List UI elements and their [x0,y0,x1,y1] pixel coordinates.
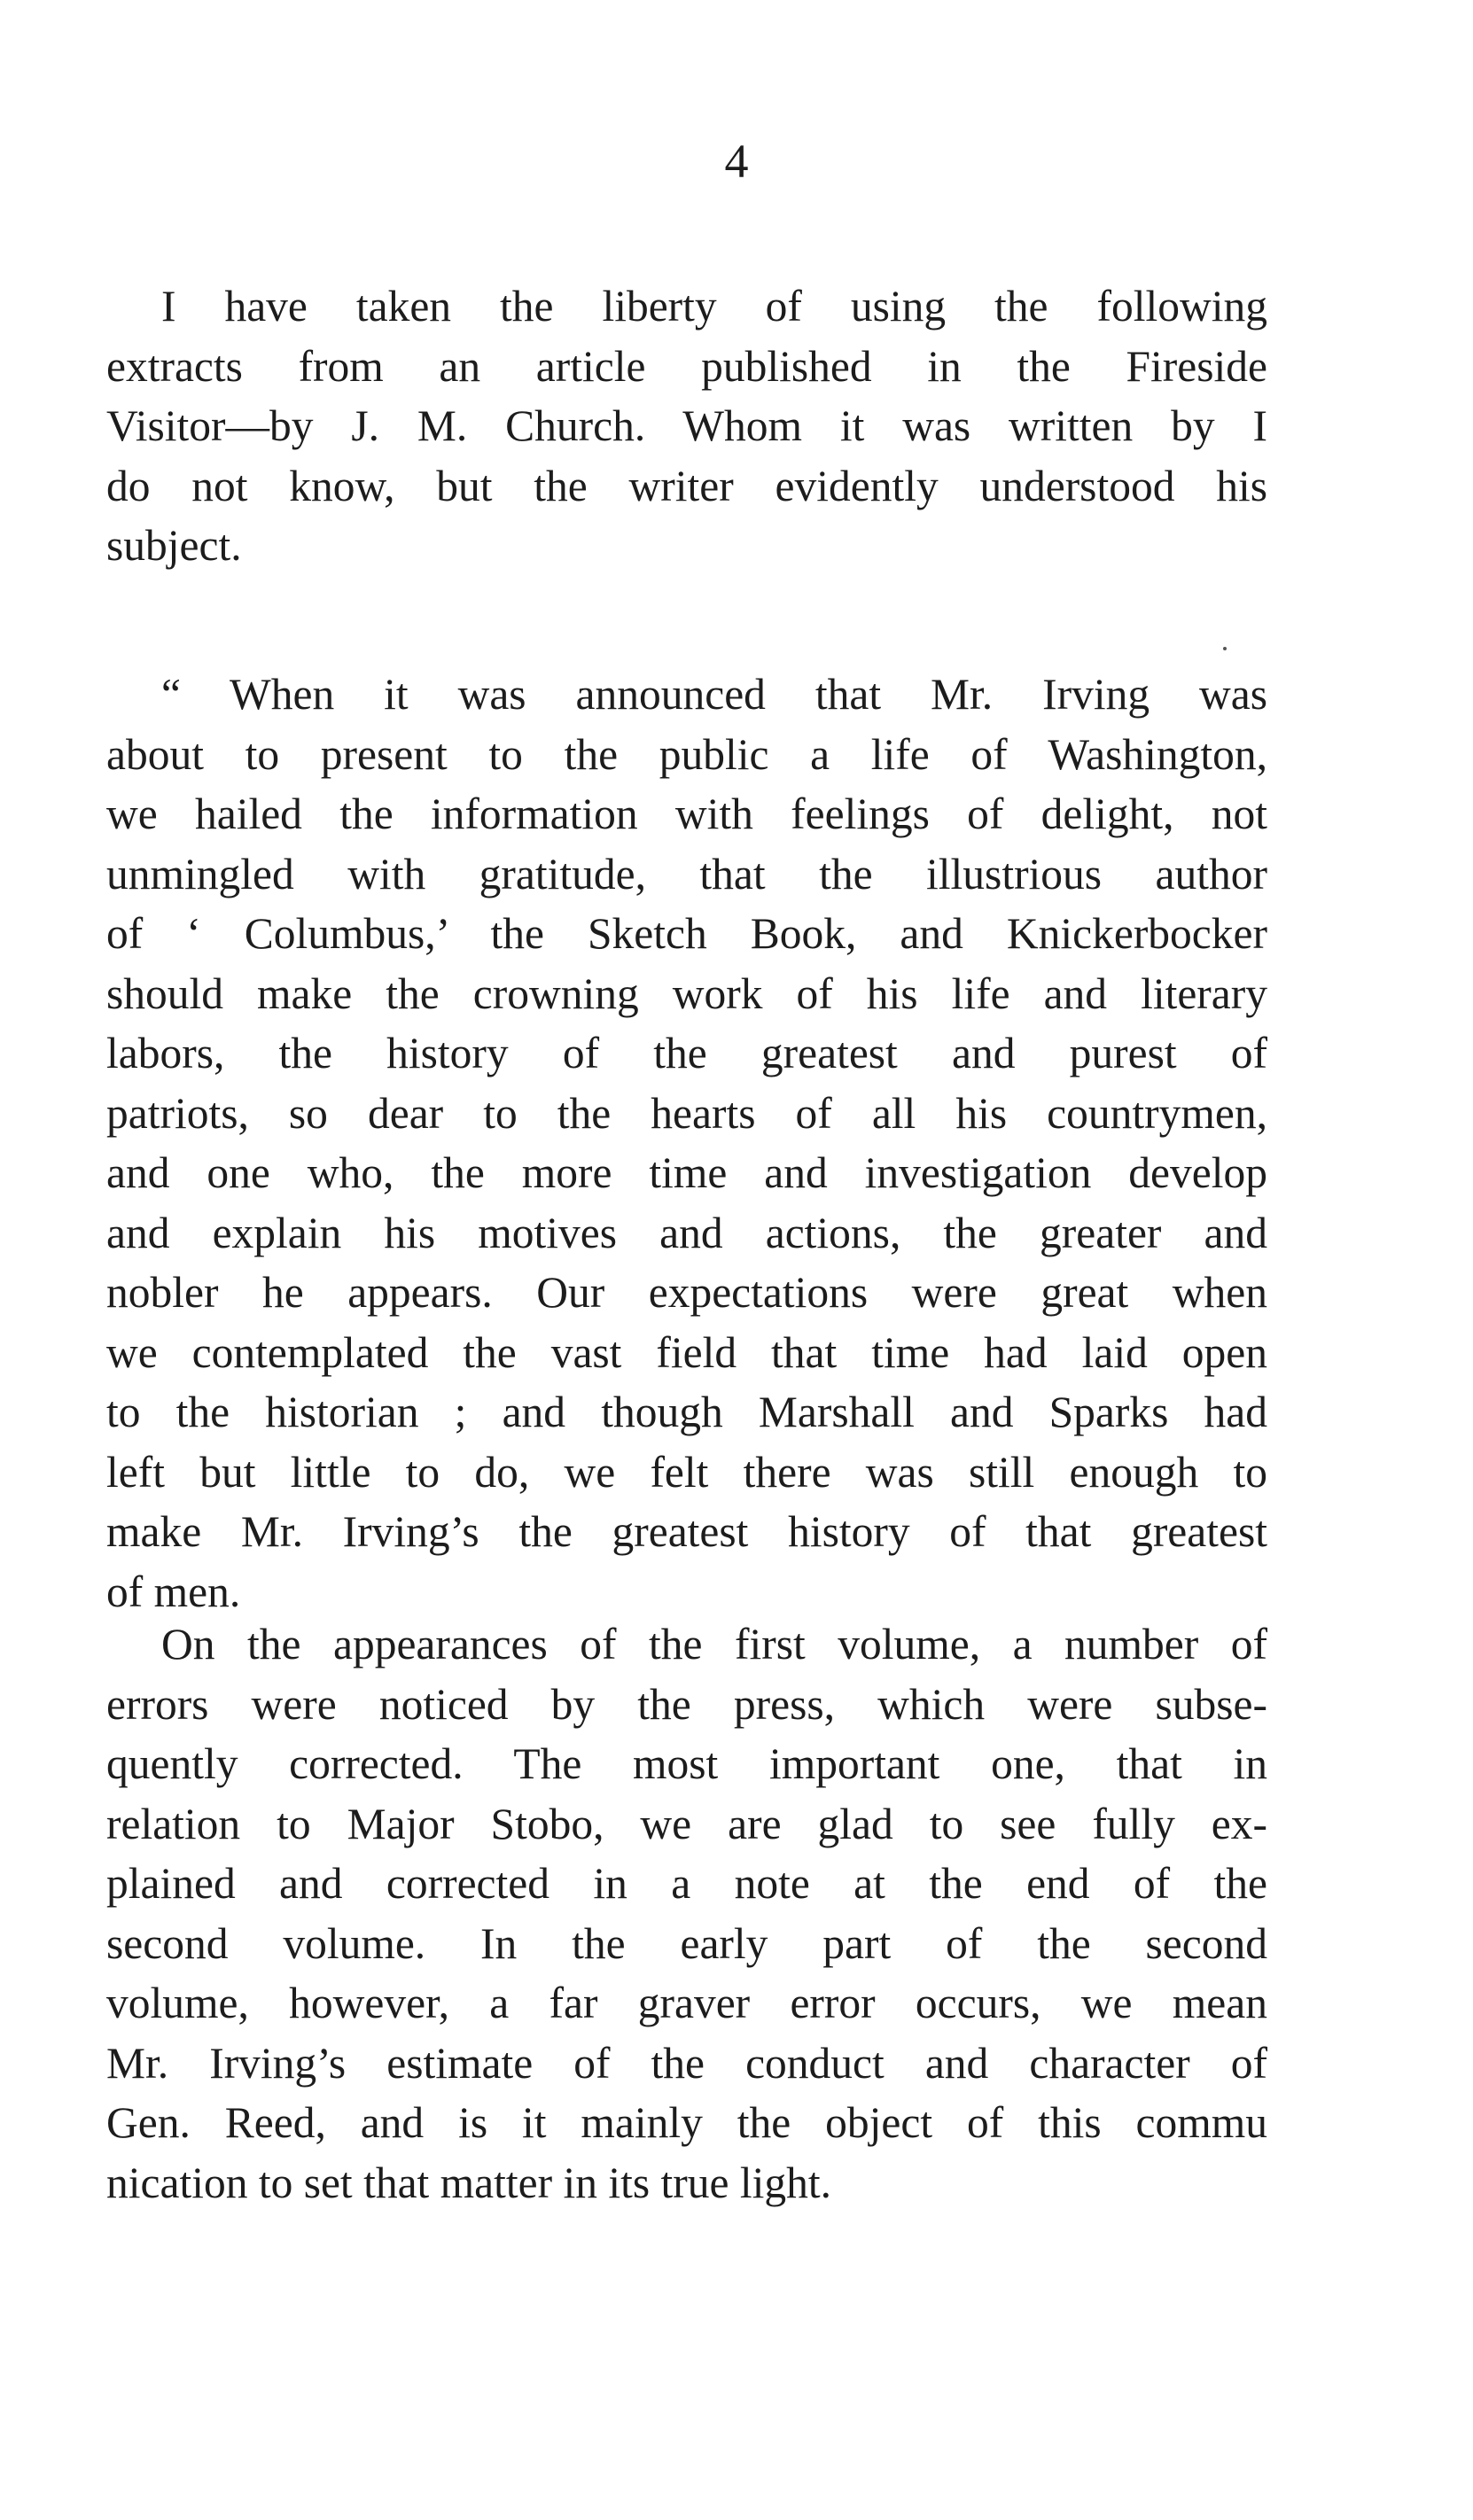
text-line: we contemplated the vast field that time had laid open [106,1327,1267,1377]
text-line: we hailed the information with feelings of delight, not [106,789,1267,838]
text-line: I have taken the liberty of using the following [161,282,1267,331]
text-line: On the appearances of the first volume, a number of [161,1620,1267,1668]
text-line: extracts from an article published in the Fireside [106,341,1267,391]
text-line: Gen. Reed, and is it mainly the object of this commu [106,2098,1267,2147]
quote-paragraph-2 [106,1614,1267,2213]
quote-paragraph-1 [106,665,1267,1622]
text-line: relation to Major Stobo, we are glad to see fully ex- [106,1799,1267,1848]
text-line: about to present to the public a life of Washington, [106,729,1267,779]
text-line: left but little to do, we felt there was still enough to [106,1447,1267,1497]
text-line: unmingled with gratitude, that the illustrious author [106,849,1267,898]
text-line: quently corrected. The most important one, that in [106,1739,1267,1788]
text-line: and one who, the more time and investigation develop [106,1148,1267,1197]
text-line: and explain his motives and actions, the greater and [106,1208,1267,1257]
page-number: 4 [724,135,749,188]
intro-paragraph [106,276,1267,576]
text-line: patriots, so dear to the hearts of all his countrymen, [106,1088,1267,1138]
text-line: Visitor—by J. M. Church. Whom it was written by I [106,401,1267,450]
text-line: “ When it was announced that Mr. Irving was [161,670,1267,719]
text-line: labors, the history of the greatest and purest of [106,1029,1267,1077]
text-line: nobler he appears. Our expectations were great when [106,1268,1267,1317]
text-line: nication to set that matter in its true light. [106,2158,831,2207]
text-line: errors were noticed by the press, which were subse- [106,1679,1267,1729]
text-line: plained and corrected in a note at the end of the [106,1859,1267,1908]
text-line: should make the crowning work of his life and literary [106,968,1267,1018]
text-line: of ‘ Columbus,’ the Sketch Book, and Knickerbocker [106,909,1267,958]
text-line: volume, however, a far graver error occurs, we mean [106,1979,1267,2027]
text-line: make Mr. Irving’s the greatest history of that greatest [106,1507,1267,1556]
text-line: do not know, but the writer evidently understood his [106,461,1267,510]
text-line: second volume. In the early part of the second [106,1918,1267,1968]
text-line: Mr. Irving’s estimate of the conduct and character of [106,2038,1267,2088]
text-line: to the historian ; and though Marshall and Sparks had [106,1388,1267,1436]
print-speck [1223,647,1227,650]
text-line: subject. [106,521,242,570]
text-line: of men. [106,1567,241,1616]
